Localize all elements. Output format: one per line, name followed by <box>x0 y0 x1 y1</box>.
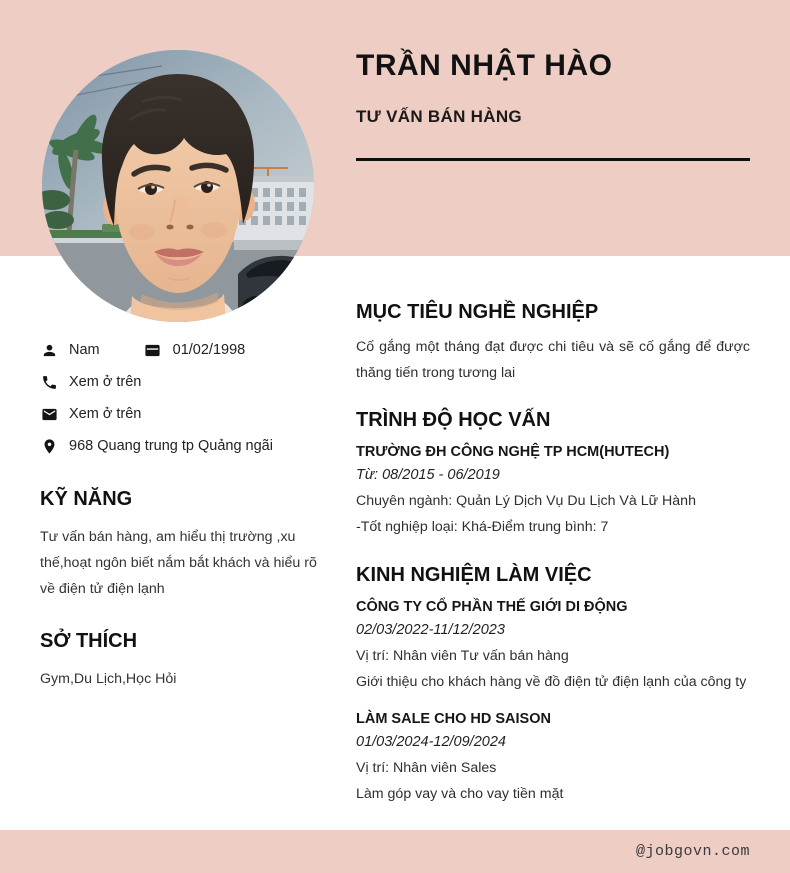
experience-heading: KINH NGHIỆM LÀM VIỆC <box>356 564 592 586</box>
candidate-name: TRẦN NHẬT HÀO <box>356 49 613 82</box>
footer-pink-band <box>0 830 790 873</box>
detail-row-gender-dob <box>40 340 322 360</box>
education-school: TRƯỜNG ĐH CÔNG NGHỆ TP HCM(HUTECH) <box>356 444 670 460</box>
skills-body: Tư vấn bán hàng, am hiểu thị trường ,xu thế,hoạt ngôn biết nắm bắt khách và hiểu rõ về điện tử điện lạnh <box>40 529 317 597</box>
dob-detail <box>144 341 246 359</box>
gender-detail <box>40 341 100 359</box>
objective-heading: MỤC TIÊU NGHỀ NGHIỆP <box>356 301 599 323</box>
experience-position: Vị trí: Nhân viên Sales <box>356 760 497 776</box>
calendar-icon <box>144 341 162 359</box>
detail-row-phone <box>40 372 322 392</box>
experience-description: Làm góp vay và cho vay tiền mặt <box>356 786 564 802</box>
hobbies-body: Gym,Du Lịch,Học Hỏi <box>40 671 177 687</box>
education-major: Chuyên ngành: Quản Lý Dịch Vụ Du Lịch Và Lữ Hành <box>356 493 696 509</box>
experience-company: CÔNG TY CỔ PHẦN THẾ GIỚI DI ĐỘNG <box>356 599 628 615</box>
detail-row-email <box>40 404 322 424</box>
portrait-photo-illustration <box>42 50 314 322</box>
detail-row-address <box>40 436 322 456</box>
phone-icon <box>40 373 58 391</box>
email-value: Xem ở trên <box>69 406 142 422</box>
mail-icon <box>40 405 58 423</box>
gender-value: Nam <box>69 342 100 358</box>
skills-heading: KỸ NĂNG <box>40 488 133 510</box>
right-column <box>356 300 750 803</box>
person-icon <box>40 341 58 359</box>
experience-company: LÀM SALE CHO HD SAISON <box>356 711 551 727</box>
experience-position: Vị trí: Nhân viên Tư vấn bán hàng <box>356 648 569 664</box>
dob-value: 01/02/1998 <box>172 342 246 358</box>
header-divider-line <box>356 158 750 161</box>
photo-car <box>238 256 314 322</box>
candidate-job-title: TƯ VẤN BÁN HÀNG <box>356 107 522 126</box>
experience-entry <box>356 598 750 691</box>
education-period: Từ: 08/2015 - 06/2019 <box>356 467 500 483</box>
education-grade: -Tốt nghiệp loại: Khá-Điểm trung bình: 7 <box>356 519 609 535</box>
experience-period: 01/03/2024-12/09/2024 <box>356 734 506 750</box>
footer-brand-text: @jobgovn.com <box>635 843 750 860</box>
address-value: 968 Quang trung tp Quảng ngãi <box>69 438 273 454</box>
location-icon <box>40 437 58 455</box>
hobbies-heading: SỞ THÍCH <box>40 630 138 652</box>
objective-body: Cố gắng một tháng đạt được chi tiêu và sẽ cố gắng để được thăng tiến trong tương lai <box>356 339 750 381</box>
education-entry <box>356 443 750 536</box>
education-heading: TRÌNH ĐỘ HỌC VẤN <box>356 409 551 431</box>
experience-period: 02/03/2022-11/12/2023 <box>356 622 505 638</box>
left-column <box>40 340 322 692</box>
experience-description: Giới thiệu cho khách hàng về đồ điện tử điện lạnh của công ty <box>356 674 747 690</box>
profile-photo <box>42 50 314 322</box>
header-text-block <box>356 48 750 161</box>
experience-entry <box>356 710 750 803</box>
phone-value: Xem ở trên <box>69 374 142 390</box>
